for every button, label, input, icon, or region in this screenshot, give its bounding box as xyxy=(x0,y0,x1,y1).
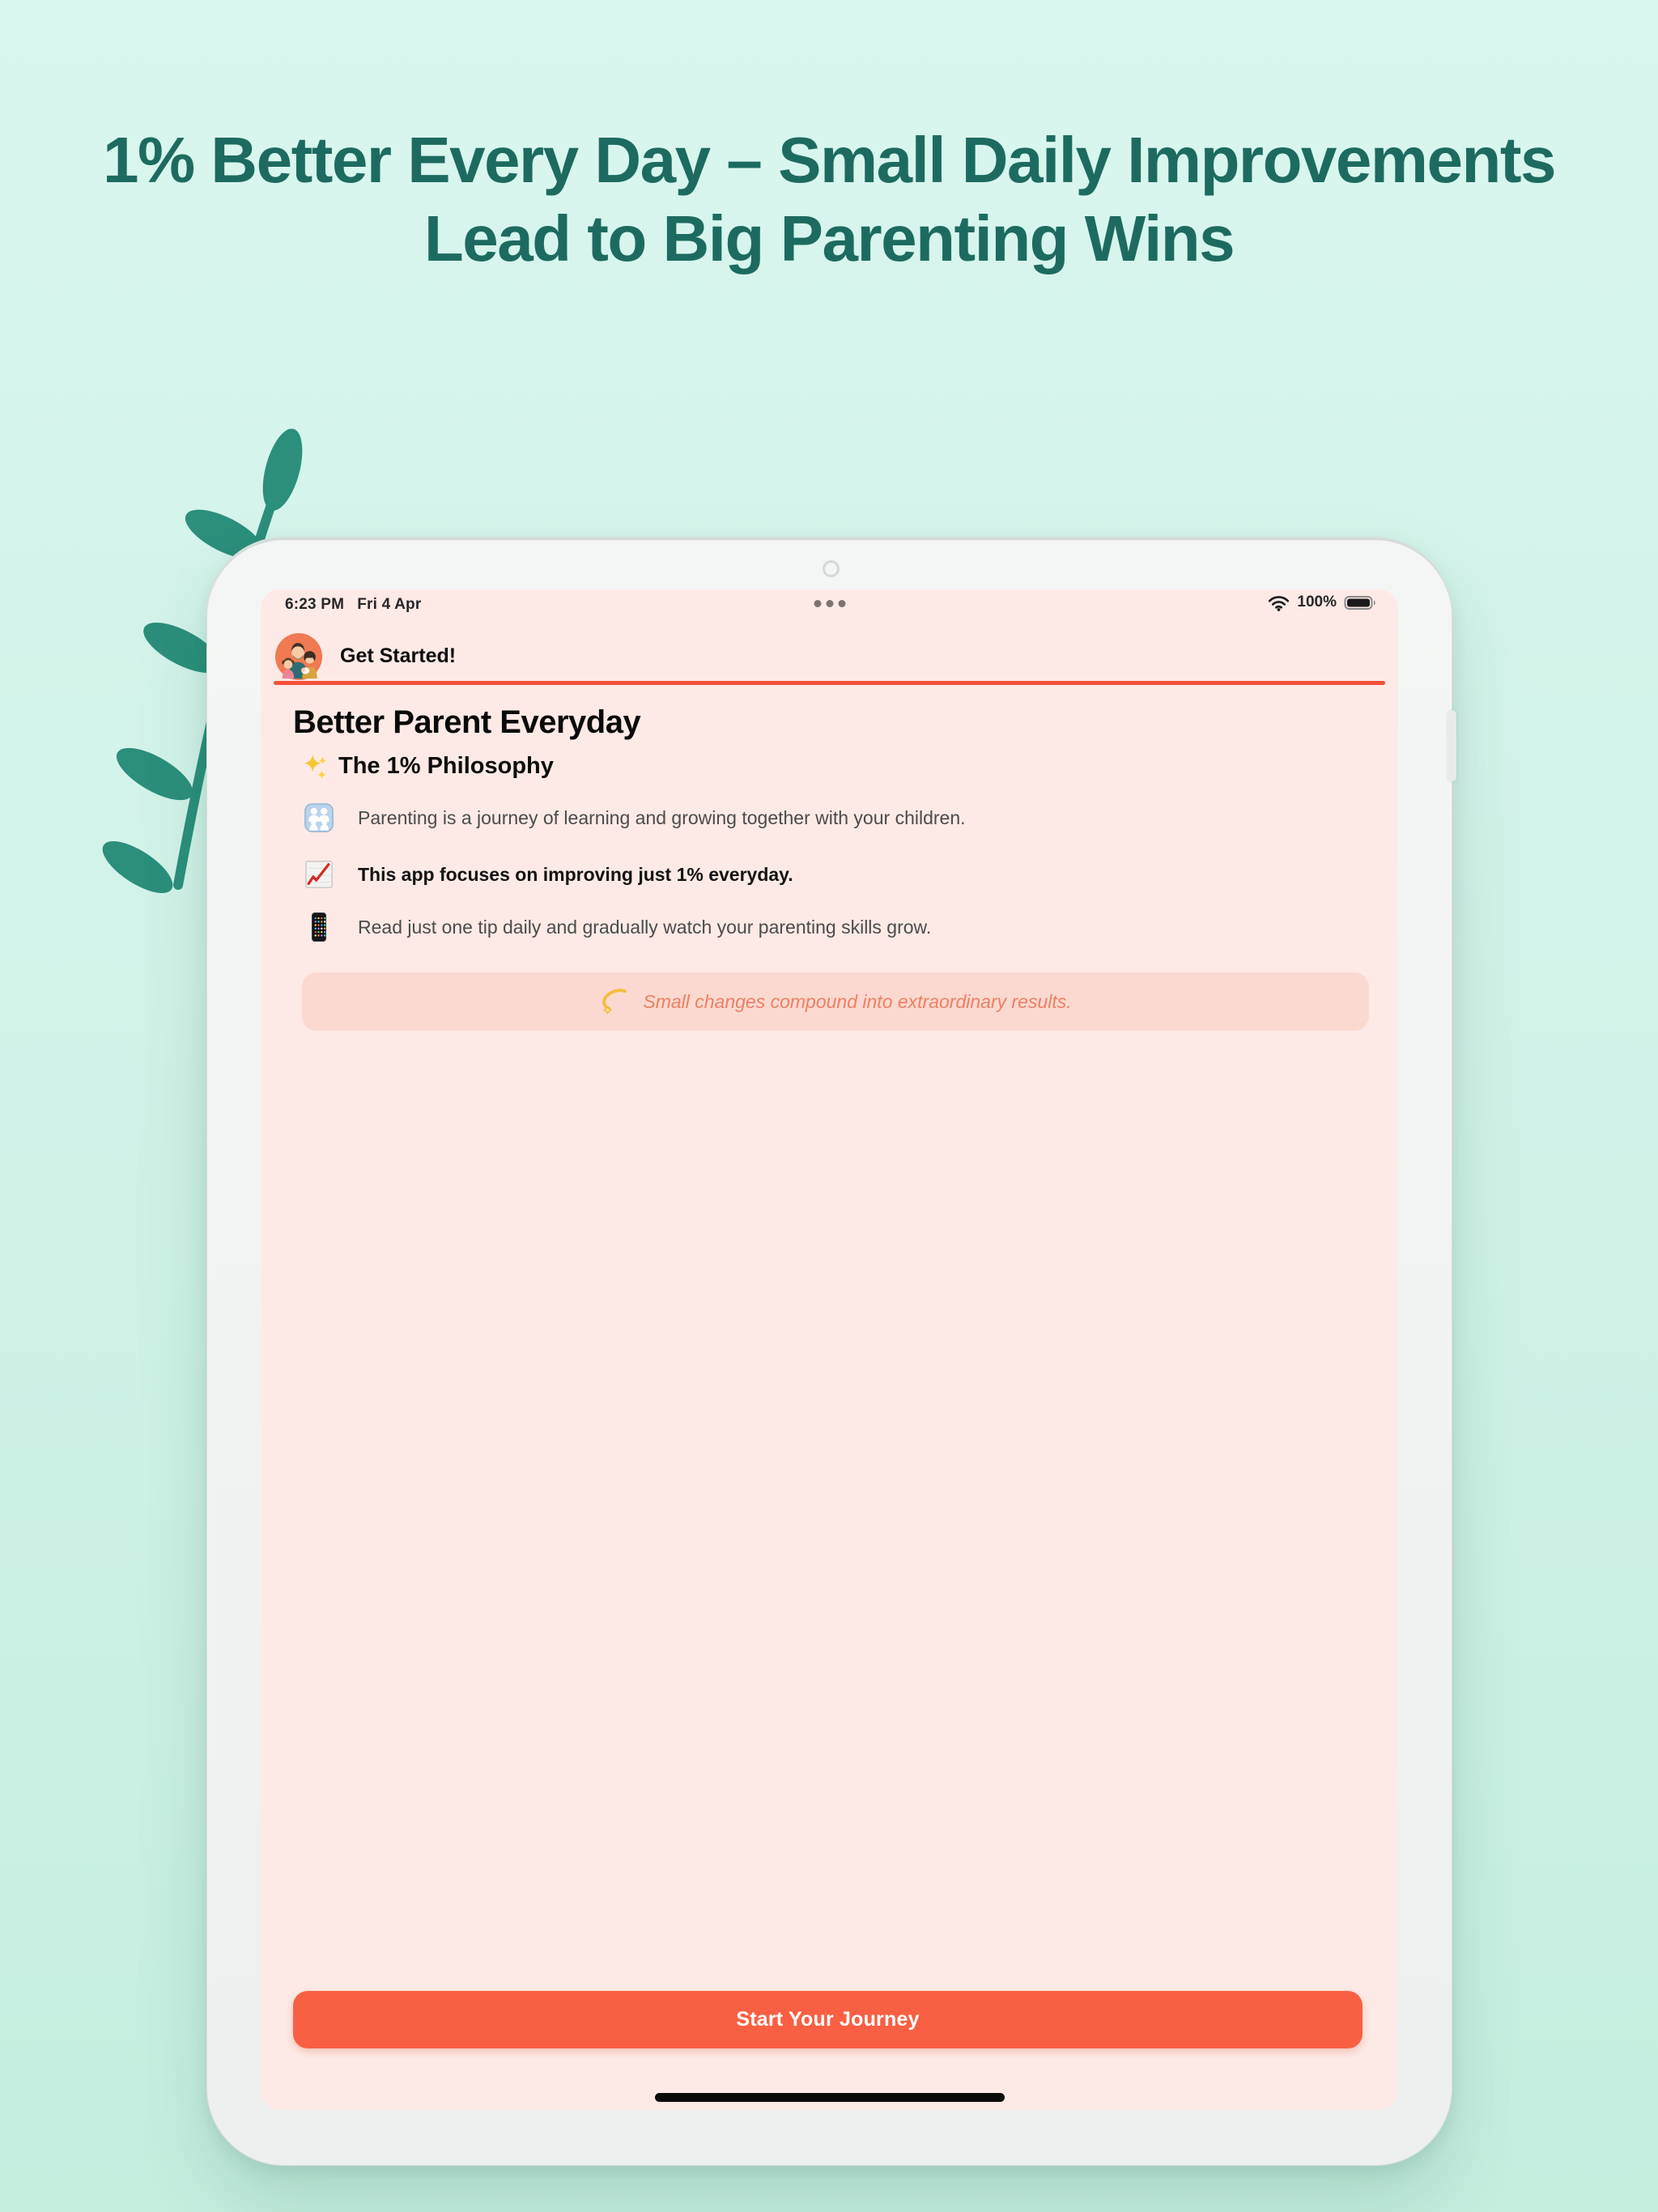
list-item-text: Read just one tip daily and gradually watch your parenting skills grow. xyxy=(358,916,932,938)
status-time-date xyxy=(285,596,421,614)
battery-percent: 100% xyxy=(1297,593,1337,610)
ipad-device xyxy=(206,537,1452,2166)
list-item xyxy=(304,909,931,945)
status-bar xyxy=(261,589,1398,622)
wifi-icon xyxy=(1268,594,1290,611)
app-screen xyxy=(261,589,1398,2110)
start-journey-label: Start Your Journey xyxy=(736,2008,920,2031)
list-item-text: This app focuses on improving just 1% everyday. xyxy=(358,863,793,885)
chart-increasing-icon xyxy=(304,859,334,890)
list-item xyxy=(304,800,966,836)
section-header xyxy=(301,752,554,780)
accent-divider xyxy=(274,681,1385,685)
mobile-phone-icon xyxy=(304,912,334,942)
callout-banner xyxy=(302,972,1369,1031)
sparkles-icon xyxy=(301,752,329,780)
page-title: Better Parent Everyday xyxy=(293,704,641,740)
nav-title: Get Started! xyxy=(340,644,457,667)
section-title: The 1% Philosophy xyxy=(338,752,554,779)
home-indicator[interactable] xyxy=(655,2093,1005,2102)
callout-text: Small changes compound into extraordinary results. xyxy=(643,990,1072,1012)
status-time: 6:23 PM xyxy=(285,596,345,613)
dizzy-icon xyxy=(599,985,633,1019)
front-camera-icon xyxy=(823,560,840,577)
start-journey-button[interactable] xyxy=(293,1991,1363,2048)
list-item xyxy=(304,857,793,892)
family-silhouette-icon xyxy=(304,802,334,833)
ellipsis-icon[interactable] xyxy=(814,600,845,607)
hero-title: 1% Better Every Day – Small Daily Improvements Lead to Big Parenting Wins xyxy=(102,124,1556,274)
family-avatar-icon xyxy=(275,633,322,680)
side-button[interactable] xyxy=(1448,710,1456,781)
battery-icon xyxy=(1344,594,1377,611)
status-date: Fri 4 Apr xyxy=(357,596,422,613)
list-item-text: Parenting is a journey of learning and growing together with your children. xyxy=(358,806,966,828)
